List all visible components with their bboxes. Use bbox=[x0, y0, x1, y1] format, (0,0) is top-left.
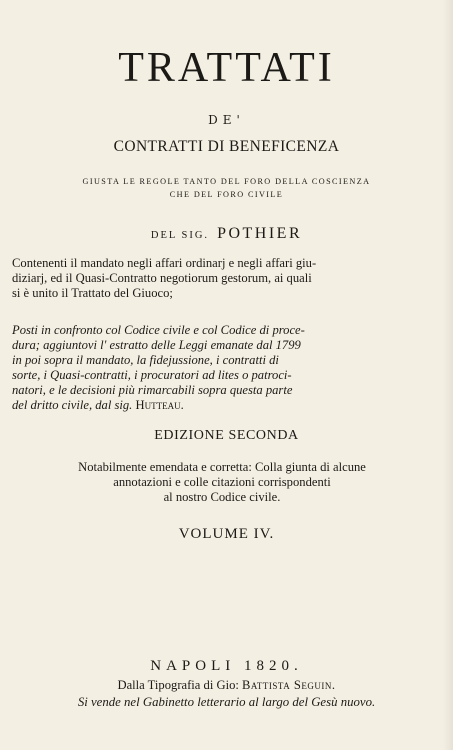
edition-label: EDIZIONE SECONDA bbox=[154, 428, 299, 443]
author-line bbox=[0, 225, 453, 243]
comparison-line: in poi sopra il mandato, la fidejussione, i contratti di bbox=[12, 353, 279, 367]
note-line: al nostro Codice civile. bbox=[163, 490, 281, 504]
comparison-paragraph bbox=[12, 323, 430, 413]
book-title: TRATTATI bbox=[118, 45, 335, 91]
comparison-line: dura; aggiuntovi l' estratto delle Leggi emanate dal 1799 bbox=[12, 338, 301, 352]
note-line: annotazioni e colle citazioni corrispondenti bbox=[113, 475, 331, 489]
author-lead: DEL SIG. bbox=[150, 230, 210, 241]
printer-name: Battista Seguin. bbox=[242, 678, 336, 692]
contents-paragraph bbox=[12, 256, 430, 301]
edition-note bbox=[12, 460, 432, 505]
subtitle-line-2: CHE DEL FORO CIVILE bbox=[169, 190, 284, 199]
comparison-line-text: del dritto civile, dal sig. bbox=[12, 398, 133, 412]
comparison-line: natori, e le decisioni più rimarcabili sopra questa parte bbox=[12, 383, 293, 397]
imprint-sale-note: Si vende nel Gabinetto letterario al largo del Gesù nuovo. bbox=[77, 695, 376, 709]
contents-line: Contenenti il mandato negli affari ordinarj e negli affari giu- bbox=[12, 256, 317, 270]
comparison-line-last bbox=[12, 398, 430, 413]
book-subtitle: CONTRATTI DI BENEFICENZA bbox=[113, 138, 340, 155]
note-line: Notabilmente emendata e corretta: Colla giunta di alcune bbox=[78, 460, 366, 474]
imprint-printer bbox=[0, 678, 453, 693]
author-name: POTHIER bbox=[217, 225, 303, 242]
volume-label: VOLUME IV. bbox=[178, 526, 275, 542]
contents-line: si è unito il Trattato del Giuoco; bbox=[12, 286, 173, 300]
editor-name: Hutteau. bbox=[135, 398, 184, 412]
printer-prefix: Dalla Tipografia di Gio: bbox=[117, 678, 239, 692]
subtitle-line-1: GIUSTA LE REGOLE TANTO DEL FORO DELLA COSCIENZA bbox=[82, 177, 371, 186]
imprint-place-date: NAPOLI 1820. bbox=[150, 658, 303, 674]
comparison-line: Posti in confronto col Codice civile e col Codice di proce- bbox=[12, 323, 305, 337]
title-connector: DE' bbox=[208, 113, 245, 127]
contents-line: diziarj, ed il Quasi-Contratto negotiorum gestorum, ai quali bbox=[12, 271, 312, 285]
comparison-line: sorte, i Quasi-contratti, i procuratori ad lites o patroci- bbox=[12, 368, 292, 382]
